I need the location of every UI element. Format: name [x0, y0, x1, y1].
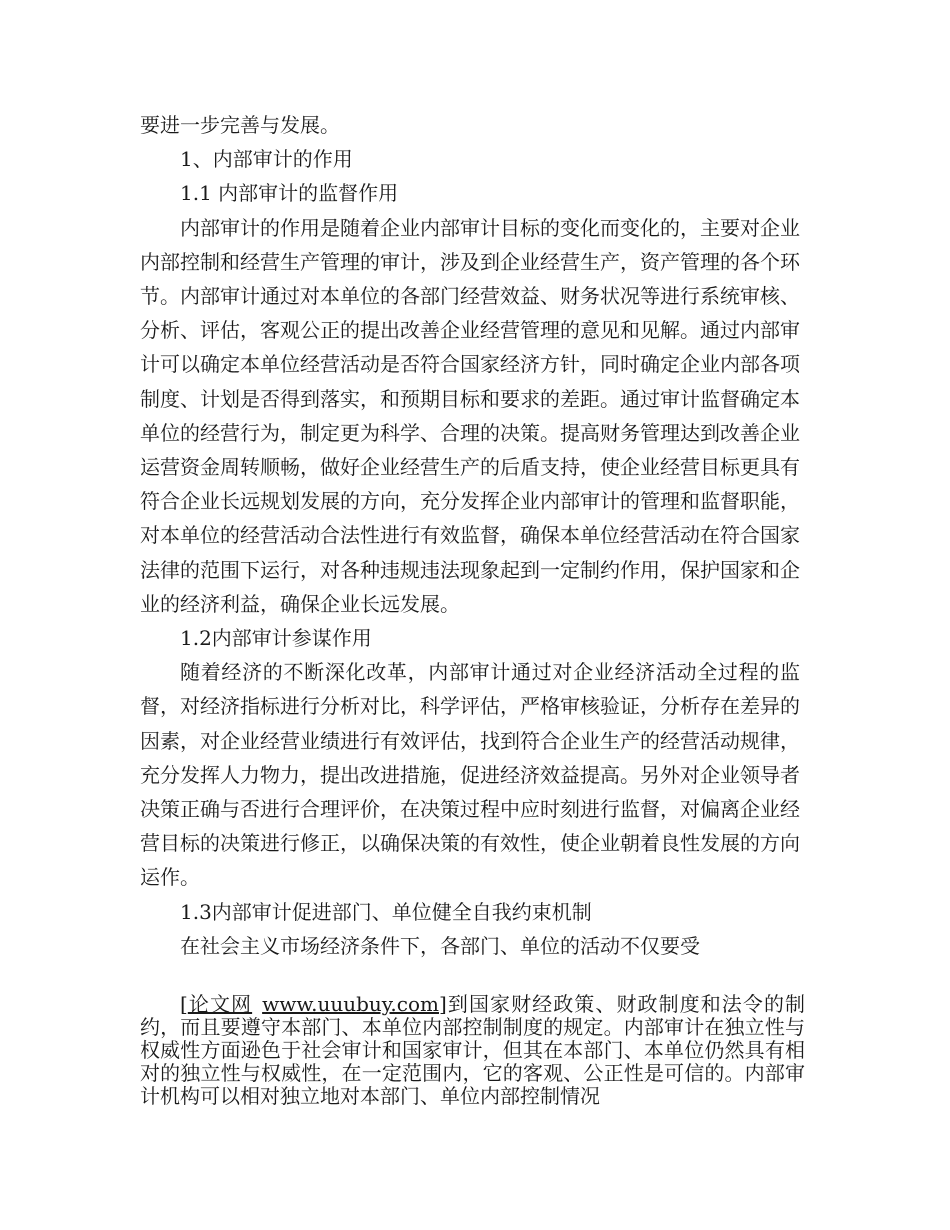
site-name-link[interactable]: 论文网	[187, 992, 253, 1016]
paragraph-market-economy: 在社会主义市场经济条件下，各部门、单位的活动不仅要受	[180, 933, 700, 958]
paragraph-continuation: 要进一步完善与发展。	[140, 113, 340, 137]
section-heading-1: 1、内部审计的作用	[180, 147, 353, 172]
source-paragraph	[140, 993, 805, 1108]
paragraph-supervision: 内部审计的作用是随着企业内部审计目标的变化而变化的，主要对企业内部控制和经营生产管理的审计，涉及到企业经营生产，资产管理的各个环节。内部审计通过对本单位的各部门经营效益、财务状况等进行系统审核、分析、评估，客观公正的提出改善企业经营管理的意见和见解。通过内部审计可以确定本单位经营活动是否符合国家经济方针，同时确定企业内部各项制度、计划是否得到落实，和预期目标和要求的差距。通过审计监督确定本单位的经营行为，制定更为科学、合理的决策。提高财务管理达到改善企业运营资金周转顺畅，做好企业经营生产的后盾支持，使企业经营目标更具有符合企业长远规划发展的方向，充分发挥企业内部审计的管理和监督职能，对本单位的经营活动合法性进行有效监督，确保本单位经营活动在符合国家法律的范围下运行，对各种违规违法现象起到一定制约作用，保护国家和企业的经济利益，确保企业长远发展。	[140, 215, 800, 616]
site-url-link[interactable]: www.uuubuy.com	[262, 992, 439, 1016]
section-heading-1-1: 1.1 内部审计的监督作用	[180, 181, 399, 206]
section-heading-1-3: 1.3内部审计促进部门、单位健全自我约束机制	[180, 899, 592, 924]
open-bracket: [	[180, 992, 188, 1016]
section-heading-1-2: 1.2内部审计参谋作用	[180, 626, 372, 651]
document-body	[140, 108, 800, 963]
paragraph-advisory: 随着经济的不断深化改革，内部审计通过对企业经济活动全过程的监督，对经济指标进行分析对比，科学评估，严格审核验证，分析存在差异的因素，对企业经营业绩进行有效评估，找到符合企业生产的经营活动规律，充分发挥人力物力，提出改进措施，促进经济效益提高。另外对企业领导者决策正确与否进行合理评价，在决策过程中应时刻进行监督，对偏离企业经营目标的决策进行修正，以确保决策的有效性，使企业朝着良性发展的方向运作。	[140, 660, 800, 890]
source-paragraph-text	[140, 993, 805, 1108]
close-bracket: ]	[438, 992, 447, 1016]
source-body-text: 到国家财经政策、财政制度和法令的制约，而且要遵守本部门、本单位内部控制制度的规定。内部审计在独立性与权威性方面逊色于社会审计和国家审计，但其在本部门、本单位仍然具有相对的独立性与权威性，在一定范围内，它的客观、公正性是可信的。内部审计机构可以相对独立地对本部门、单位内部控制情况	[140, 992, 806, 1108]
